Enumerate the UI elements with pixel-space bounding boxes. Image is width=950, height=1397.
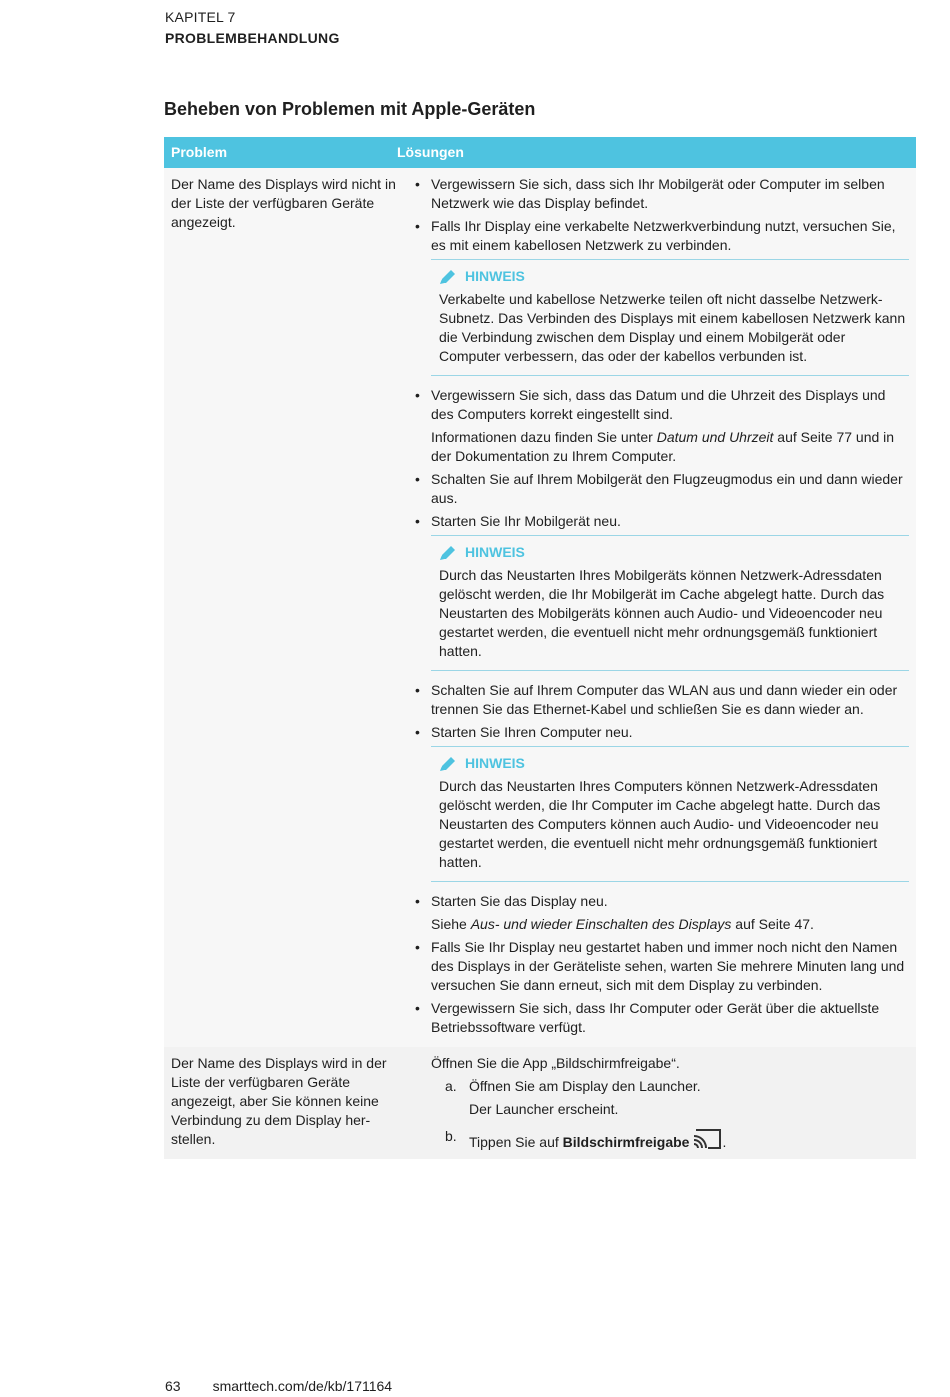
problem-cell: Der Name des Displays wird nicht in der Liste der verfügbaren Geräte angezeigt. <box>171 176 396 230</box>
note-box <box>431 746 909 882</box>
list-item: • Schalten Sie auf Ihrem Computer das WLAN aus und dann wieder ein oder trennen Sie das Ethernet-Kabel und schließen Sie es dann wieder an. <box>415 682 898 717</box>
chapter-header <box>165 8 340 48</box>
list-item: • Falls Sie Ihr Display neu gestartet haben und immer noch nicht den Namen des Displays in der Geräteliste sehen, warten Sie mehrere Minuten lang und versuchen Sie dann erneut, sich mit dem Display zu verbinden. <box>415 939 905 993</box>
note-label: HINWEIS <box>465 544 525 560</box>
troubleshooting-table <box>164 137 916 1159</box>
note-box <box>431 259 909 376</box>
reference-text: Informationen dazu finden Sie unter Datum und Uhrzeit auf Seite 77 und in der Dokumentation zu Ihrem Computer. <box>431 429 895 464</box>
list-item: • Starten Sie Ihr Mobilgerät neu. <box>415 513 621 529</box>
step-item: a. Öffnen Sie am Display den Launcher. Der Launcher erscheint. <box>431 1077 909 1119</box>
page-footer <box>165 1377 392 1396</box>
list-item: • Vergewissern Sie sich, dass sich Ihr Mobilgerät oder Computer im selben Netzwerk wie das Display befindet. <box>415 176 885 211</box>
problem-cell: Der Name des Displays wird in der Liste der verfügbaren Geräte angezeigt, aber Sie können keine Verbindung zu dem Display her-stellen. <box>171 1055 387 1147</box>
screen-share-icon <box>692 1127 722 1149</box>
step-result: Der Launcher erscheint. <box>469 1101 619 1117</box>
table-row <box>164 168 916 1047</box>
note-text: Durch das Neustarten Ihres Computers können Netzwerk-Adressdaten gelöscht werden, die Ihr Computer im Cache abgelegt hatte. Durch das Neustarten des Computers können auch Audio- und Videoencoder neu gestartet werden, die eventuell nicht mehr ordnungsgemäß funktioniert hatten. <box>439 778 881 870</box>
ui-term: Bildschirmfreigabe <box>562 1134 690 1150</box>
solutions-cell <box>404 1047 916 1159</box>
step-item: b. Tippen Sie auf Bildschirmfreigabe . <box>445 1128 727 1150</box>
reference-link[interactable]: Datum und Uhrzeit <box>656 429 774 445</box>
list-item: • Schalten Sie auf Ihrem Mobilgerät den Flugzeugmodus ein und dann wieder aus. <box>415 471 903 506</box>
list-item: • Vergewissern Sie sich, dass das Datum und die Uhrzeit des Displays und des Computers korrekt eingestellt sind. <box>415 387 886 422</box>
pencil-icon <box>439 756 457 772</box>
column-header-problem: Problem <box>171 144 228 160</box>
list-item: • Starten Sie das Display neu. <box>415 893 608 909</box>
footer-url[interactable]: smarttech.com/de/kb/171164 <box>212 1378 393 1394</box>
note-text: Durch das Neustarten Ihres Mobilgeräts können Netzwerk-Adressdaten gelöscht werden, die Ihr Mobilgerät im Cache abgelegt hatte. Durch das Neustarten des Mobilgeräts können auch Audio- und Videoencoder neu gestartet werden, die eventuell nicht mehr ordnungsgemäß funktioniert hatten. <box>439 567 885 659</box>
section-label: PROBLEMBEHANDLUNG <box>165 30 340 46</box>
note-label: HINWEIS <box>465 268 525 284</box>
list-item: • Falls Ihr Display eine verkabelte Netzwerkverbindung nutzt, versuchen Sie, es mit einem kabellosen Netzwerk zu verbinden. <box>415 218 896 253</box>
reference-text: Siehe Aus- und wieder Einschalten des Displays auf Seite 47. <box>431 916 814 932</box>
chapter-label: KAPITEL 7 <box>165 9 236 25</box>
pencil-icon <box>439 545 457 561</box>
page-number: 63 <box>165 1378 181 1394</box>
reference-link[interactable]: Aus- und wieder Einschalten des Displays <box>470 916 732 932</box>
note-box <box>431 535 909 671</box>
list-item: • Starten Sie Ihren Computer neu. <box>415 724 633 740</box>
note-label: HINWEIS <box>465 755 525 771</box>
table-row <box>164 1047 916 1159</box>
pencil-icon <box>439 269 457 285</box>
solution-intro: Öffnen Sie die App „Bildschirmfreigabe“. <box>431 1055 680 1071</box>
page-title: Beheben von Problemen mit Apple-Geräten <box>164 99 536 119</box>
note-text: Verkabelte und kabellose Netzwerke teilen oft nicht dasselbe Netzwerk-Subnetz. Das Verbinden des Displays mit einem kabellosen Netzwerk kann die Verbindung zwischen dem Display und einem Mobilgerät oder Computer verbessern, das oder der kabellos verbunden ist. <box>439 291 906 364</box>
column-header-solutions: Lösungen <box>397 144 464 160</box>
list-item: • Vergewissern Sie sich, dass Ihr Computer oder Gerät über die aktuellste Betriebssoftware verfügt. <box>415 1000 880 1035</box>
solutions-cell <box>404 168 916 1047</box>
table-header <box>164 137 916 168</box>
